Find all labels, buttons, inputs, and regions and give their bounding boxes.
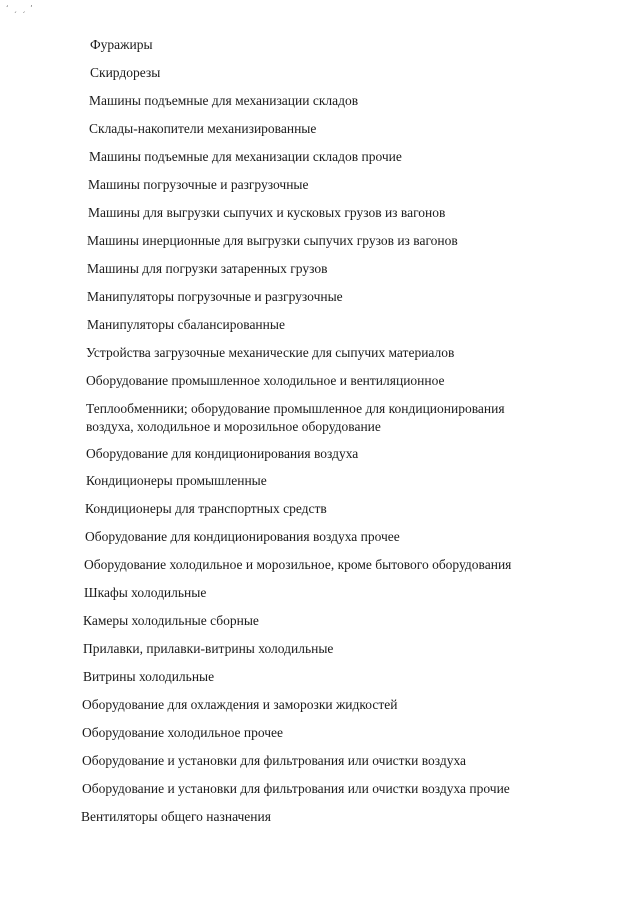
list-item: Устройства загрузочные механические для сыпучих материалов: [86, 345, 455, 360]
list-item: Машины для выгрузки сыпучих и кусковых грузов из вагонов: [88, 205, 446, 220]
list-item: Оборудование холодильное и морозильное, кроме бытового оборудования: [84, 557, 512, 572]
list-item: Кондиционеры промышленные: [86, 473, 267, 488]
list-item: Витрины холодильные: [83, 669, 215, 684]
list-item: Машины подъемные для механизации складов: [89, 93, 359, 108]
list-item: Шкафы холодильные: [84, 585, 207, 600]
list-item: Оборудование для охлаждения и заморозки жидкостей: [82, 697, 398, 712]
list-item: Оборудование и установки для фильтрования или очистки воздуха прочие: [82, 781, 510, 796]
list-item: Оборудование для кондиционирования воздуха прочее: [85, 529, 400, 544]
list-item: Манипуляторы сбалансированные: [87, 317, 285, 332]
list-item: Оборудование холодильное прочее: [82, 725, 284, 740]
list-item: Оборудование и установки для фильтрования или очистки воздуха: [82, 753, 467, 768]
list-item: Фуражиры: [90, 37, 153, 52]
list-item: Вентиляторы общего назначения: [81, 809, 271, 824]
list-item: Склады-накопители механизированные: [89, 121, 317, 136]
scan-artifact-mark: ʻ ˏ ˏ ʼ: [6, 4, 34, 13]
list-item: Манипуляторы погрузочные и разгрузочные: [87, 289, 343, 304]
list-item: Машины для погрузки затаренных грузов: [87, 261, 328, 276]
list-item: Прилавки, прилавки-витрины холодильные: [83, 641, 334, 656]
list-item: Скирдорезы: [90, 65, 161, 80]
list-item: Машины инерционные для выгрузки сыпучих грузов из вагонов: [87, 233, 458, 248]
list-item: Машины погрузочные и разгрузочные: [88, 177, 309, 192]
list-item: Кондиционеры для транспортных средств: [85, 501, 327, 516]
list-item: воздуха, холодильное и морозильное оборудование: [86, 419, 381, 434]
list-item: Камеры холодильные сборные: [83, 613, 259, 628]
list-item: Оборудование промышленное холодильное и вентиляционное: [86, 373, 445, 388]
list-item: Оборудование для кондиционирования воздуха: [86, 446, 359, 461]
list-item: Машины подъемные для механизации складов прочие: [89, 149, 402, 164]
list-item: Теплообменники; оборудование промышленное для кондиционирования: [86, 401, 505, 416]
